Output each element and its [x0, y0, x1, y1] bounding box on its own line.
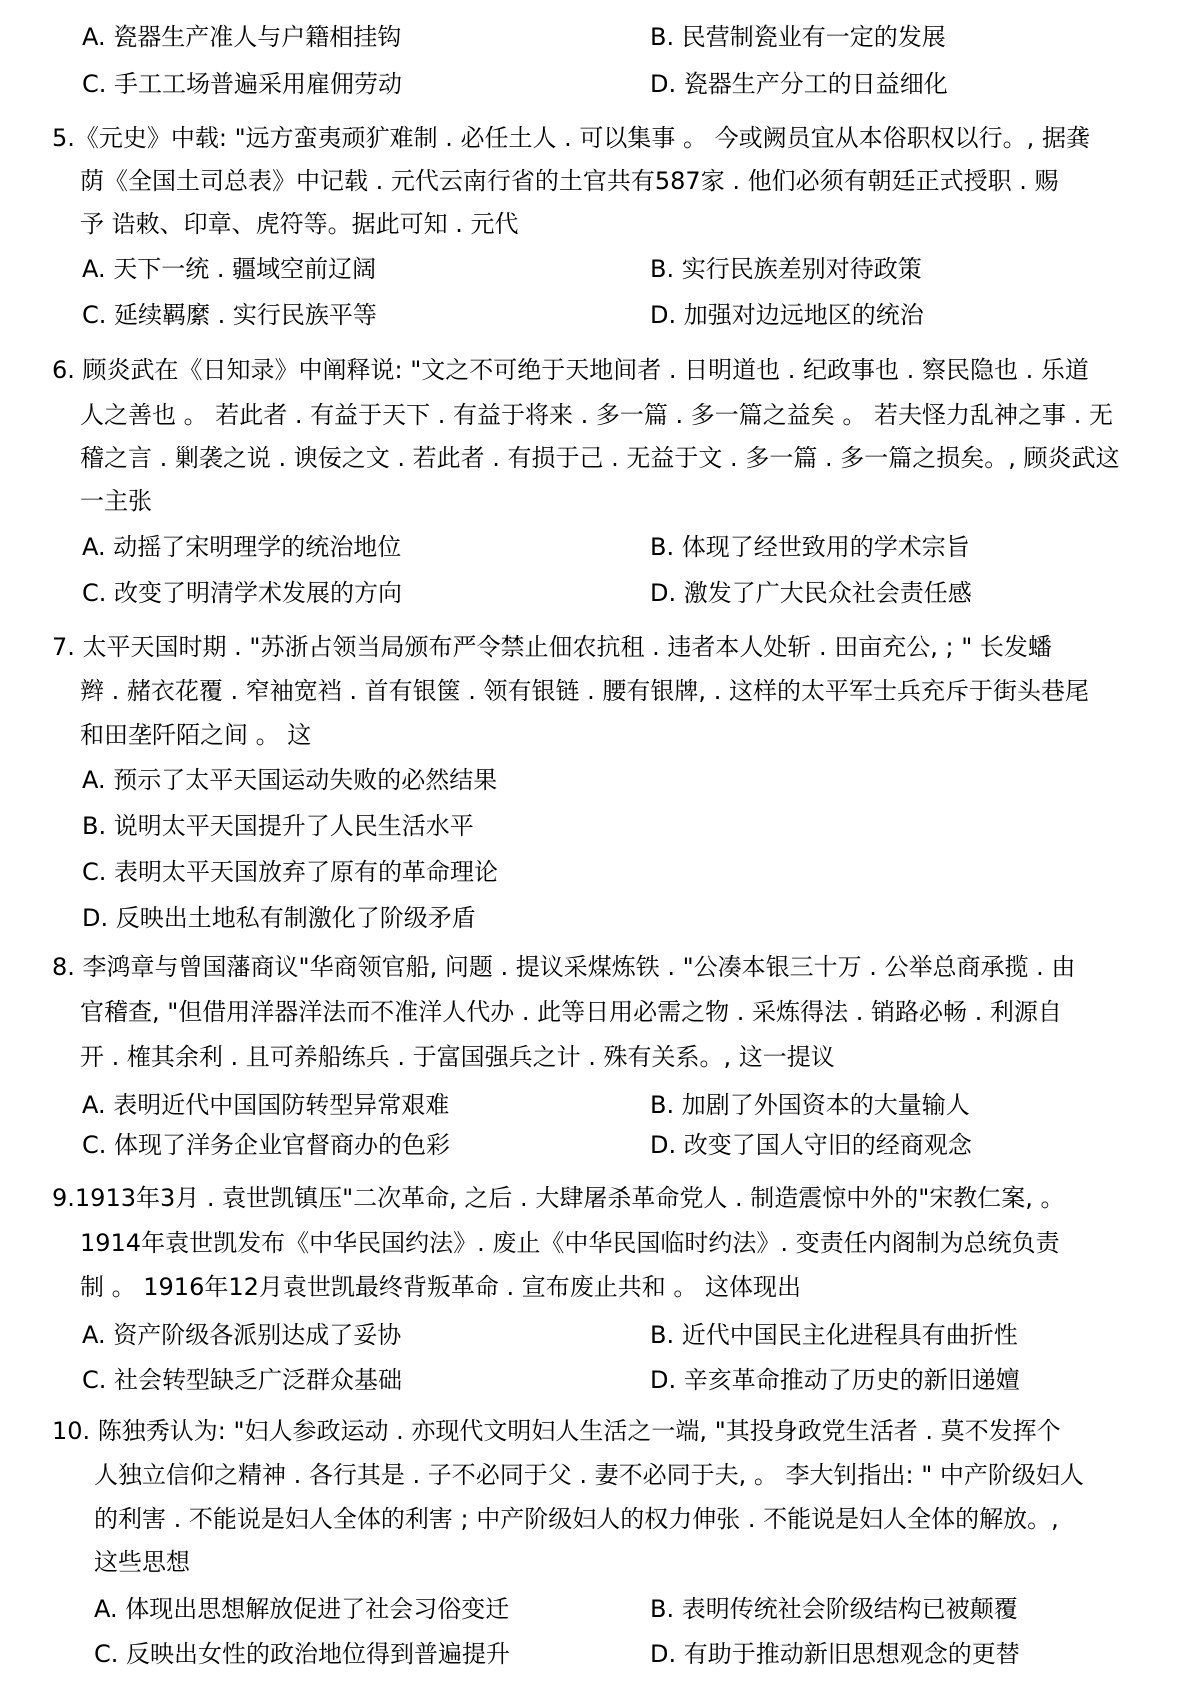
q9-stem-line-2: 1914年袁世凯发布《中华民国约法》. 废止《中华民国临时约法》. 变责任内阁制为总统负责 [80, 1229, 1060, 1257]
q10-option-b: B. 表明传统社会阶级结构已被颠覆 [650, 1595, 1018, 1623]
q5-option-b: B. 实行民族差别对待政策 [650, 255, 922, 283]
q4-option-b: B. 民营制瓷业有一定的发展 [650, 23, 946, 51]
q5-option-a: A. 天下一统 . 疆域空前辽阔 [82, 255, 377, 283]
q4-option-d: D. 瓷器生产分工的日益细化 [650, 70, 948, 98]
q10-option-d: D. 有助于推动新旧思想观念的更替 [650, 1640, 1020, 1668]
q6-option-d: D. 激发了广大民众社会责任感 [650, 579, 972, 607]
q8-option-d: D. 改变了国人守旧的经商观念 [650, 1131, 972, 1159]
q6-stem-line-2: 人之善也 。 若此者 . 有益于天下 . 有益于将来 . 多一篇 . 多一篇之益矣 。 若夫怪力乱神之事 . 无 [80, 401, 1113, 429]
q7-option-b: B. 说明太平天国提升了人民生活水平 [82, 812, 474, 840]
q8-stem-line-1: 8. 李鸿章与曾国藩商议"华商领官船, 问题 . 提议采煤炼铁 . "公凑本银三十万 . 公举总商承揽 . 由 [52, 953, 1076, 981]
q9-option-b: B. 近代中国民主化进程具有曲折性 [650, 1321, 1018, 1349]
q5-option-c: C. 延续羁縻 . 实行民族平等 [82, 301, 377, 329]
q5-option-d: D. 加强对边远地区的统治 [650, 301, 924, 329]
q7-option-d: D. 反映出土地私有制激化了阶级矛盾 [82, 904, 476, 932]
q6-option-c: C. 改变了明清学术发展的方向 [82, 579, 403, 607]
q10-stem-line-2: 人独立信仰之精神 . 各行其是 . 子不必同于父 . 妻不必同于夫, 。 李大钊指出: " 中产阶级妇人 [94, 1461, 1084, 1489]
q7-option-a: A. 预示了太平天国运动失败的必然结果 [82, 766, 498, 794]
q5-stem-line-2: 荫《全国土司总表》中记载 . 元代云南行省的土官共有587家 . 他们必须有朝廷正式授职 . 赐 [80, 167, 1059, 195]
q8-option-c: C. 体现了洋务企业官督商办的色彩 [82, 1131, 451, 1159]
q6-stem-line-3: 稽之言 . 剿袭之说 . 谀佞之文 . 若此者 . 有损于己 . 无益于文 . 多一篇 . 多一篇之损矣。, 顾炎武这 [80, 444, 1120, 472]
q10-stem-line-3: 的利害 . 不能说是妇人全体的利害 ; 中产阶级妇人的权力伸张 . 不能说是妇人全体的解放。, [94, 1505, 1059, 1533]
q4-option-a: A. 瓷器生产准人与户籍相挂钩 [82, 23, 402, 51]
q8-stem-line-2: 官稽查, "但借用洋器洋法而不准洋人代办 . 此等日用必需之物 . 采炼得法 . 销路必畅 . 利源自 [80, 998, 1062, 1026]
q8-option-b: B. 加剧了外国资本的大量输人 [650, 1091, 970, 1119]
q9-stem-line-1: 9.1913年3月 . 袁世凯镇压"二次革命, 之后 . 大肆屠杀革命党人 . 制造震惊中外的"宋教仁案, 。 [52, 1184, 1065, 1212]
q8-option-a: A. 表明近代中国国防转型异常艰难 [82, 1091, 450, 1119]
q10-stem-line-4: 这些思想 [94, 1548, 190, 1576]
q7-option-c: C. 表明太平天国放弃了原有的革命理论 [82, 858, 499, 886]
q9-option-d: D. 辛亥革命推动了历史的新旧递嬗 [650, 1366, 1020, 1394]
q8-stem-line-3: 开 . 榷其余利 . 且可养船练兵 . 于富国强兵之计 . 殊有关系。, 这一提议 [80, 1043, 835, 1071]
q6-stem-line-1: 6. 顾炎武在《日知录》中阐释说: "文之不可绝于天地间者 . 日明道也 . 纪政事也 . 察民隐也 . 乐道 [52, 356, 1089, 384]
q9-option-c: C. 社会转型缺乏广泛群众基础 [82, 1366, 403, 1394]
q9-option-a: A. 资产阶级各派别达成了妥协 [82, 1321, 402, 1349]
q7-stem-line-1: 7. 太平天国时期 . "苏浙占领当局颁布严令禁止佃农抗租 . 违者本人处斩 . 田亩充公, ; " 长发蟠 [52, 633, 1052, 661]
q10-stem-line-1: 10. 陈独秀认为: "妇人参政运动 . 亦现代文明妇人生活之一端, "其投身政党生活者 . 莫不发挥个 [52, 1417, 1061, 1445]
q7-stem-line-3: 和田垄阡陌之间 。 这 [80, 721, 312, 749]
q7-stem-line-2: 辫 . 赭衣花覆 . 窄袖宽裆 . 首有银箧 . 领有银链 . 腰有银牌, . 这样的太平军士兵充斥于街头巷尾 [80, 677, 1089, 705]
q6-option-a: A. 动摇了宋明理学的统治地位 [82, 533, 402, 561]
q6-option-b: B. 体现了经世致用的学术宗旨 [650, 533, 970, 561]
q9-stem-line-3: 制 。 1916年12月袁世凯最终背叛革命 . 宣布废止共和 。 这体现出 [80, 1273, 802, 1301]
q10-option-a: A. 体现出思想解放促进了社会习俗变迁 [94, 1595, 510, 1623]
q4-option-c: C. 手工工场普遍采用雇佣劳动 [82, 70, 403, 98]
q5-stem-line-3: 予 诰敕、印章、虎符等。据此可知 . 元代 [80, 210, 519, 238]
q6-stem-line-4: 一主张 [80, 487, 152, 515]
q10-option-c: C. 反映出女性的政治地位得到普遍提升 [94, 1640, 511, 1668]
q5-stem-line-1: 5.《元史》中载: "远方蛮夷顽犷难制 . 必任土人 . 可以集事 。 今或阙员宜从本俗职权以行。, 据龚 [52, 124, 1090, 152]
